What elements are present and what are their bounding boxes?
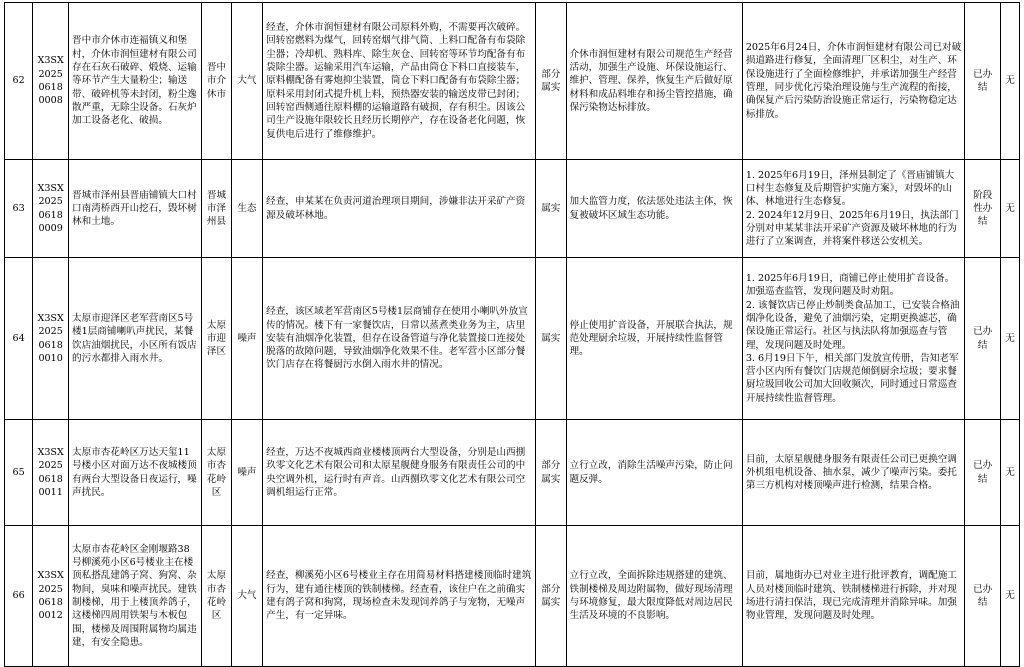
verification-result: 属实 [536, 160, 566, 258]
remark: 无 [1001, 258, 1020, 420]
row-number: 63 [5, 160, 33, 258]
verification-result: 部分属实 [536, 526, 566, 667]
table-row [5, 3, 1020, 160]
remark: 无 [1001, 160, 1020, 258]
case-code: X3SX202506180011 [33, 420, 69, 526]
rectification-progress: 目前，属地街办已对业主进行批评教育，调配施工人员对楼顶临时建筑、铁制楼梯进行拆除，并对现场进行清扫保洁，现已完成清理并消除异味。加强物业管理，发现问题及时处理。 [742, 526, 965, 667]
administrative-region: 晋城市泽州县 [202, 160, 231, 258]
row-number: 66 [5, 526, 33, 667]
remark: 无 [1001, 3, 1020, 160]
pollution-type: 噪声 [231, 420, 262, 526]
issue-description: 晋城市泽州县晋庙铺镇大口村口南湾桥西开山挖石，毁坏树林和土地。 [69, 160, 202, 258]
case-code: X3SX202506180008 [33, 3, 69, 160]
administrative-region: 太原市杏花岭区 [202, 420, 231, 526]
rectification-measures: 立行立改，全面拆除违规搭建的建筑、铁制楼梯及周边附属物，做好现场清理与环境修复，最大限度降低对周边居民生活及环境的不良影响。 [566, 526, 742, 667]
investigation-finding: 经查，介休市润恒建材有限公司原料外购，不需要再次破碎。回转窑燃料为煤气，回转窑烟气排气筒、上料口配备有布袋除尘器；冷却机、熟料库、除生灰仓、回转窑等环节均配备有布袋除尘器。运输采用汽车运输，产品由筒仓下料口直接装车，原料棚配备有雾炮抑尘装置，筒仓下料口配备有布袋除尘器；原料采用封闭式提升机上料，预热器安装的输送皮带已封闭；回转窑西侧通往原料棚的运输道路有破损，存有积尘。因该公司生产设施年限较长且经历长期停产，存在设备老化问题，恢复供电后进行了维修维护。 [263, 3, 536, 160]
rectification-measures: 立行立改，消除生活噪声污染，防止问题反弹。 [566, 420, 742, 526]
row-number: 62 [5, 3, 33, 160]
rectification-measures: 介休市润恒建材有限公司规范生产经营活动，加强生产设施、环保设施运行、维护、管理、保养，恢复生产后做好原材料和成品料堆存和扬尘管控措施，确保污染物达标排放。 [566, 3, 742, 160]
issue-description: 太原市杏花岭区万达天玺11号楼小区对面万达不夜城楼顶有两台大型设备日夜运行，噪声扰民。 [69, 420, 202, 526]
pollution-type: 大气 [231, 526, 262, 667]
pollution-type: 大气 [231, 3, 262, 160]
row-number: 65 [5, 420, 33, 526]
petition-table [4, 2, 1020, 667]
completion-status: 已办结 [965, 3, 1001, 160]
table-row [5, 160, 1020, 258]
verification-result: 部分属实 [536, 420, 566, 526]
rectification-progress: 1. 2025年6月19日，商铺已停止使用扩音设备。加强巡查监管，发现问题及时劝阻。 2. 该餐饮店已停止炒制类食品加工，已安装合格油烟净化设备，避免了油烟污染，定期更换滤芯，确保设施正常运行。社区与执法队将加强巡查与管理，发现问题及时处理。 3. 6月19日下午，相关部门发放宣传册，告知老军营小区内所有餐饮门店规范倾倒厨余垃圾；要求餐厨垃圾回收公司加大回收频次，同时通过日常巡查开展持续性监督管理。 [742, 258, 965, 420]
table-row [5, 258, 1020, 420]
issue-description: 晋中市介休市连福镇义和堡村，介休市润恒建材有限公司存在石灰石破碎、煅烧、运输等环节产生大量粉尘；输送带、破碎机等未封闭，粉尘逸散严重，无除尘设备。石灰炉加工设备老化、破损。 [69, 3, 202, 160]
completion-status: 已办结 [965, 420, 1001, 526]
remark: 无 [1001, 526, 1020, 667]
table-row [5, 420, 1020, 526]
rectification-progress: 1. 2025年6月19日，泽州县制定了《晋庙铺镇大口村生态修复及后期管护实施方案》，对毁坏的山体、林地进行生态修复。 2. 2024年12月9日、2025年6月19日，执法部门分别对申某某非法开采矿产资源及破坏林地的行为进行了立案调查，并将案件移送公安机关。 [742, 160, 965, 258]
rectification-progress: 目前，太原星舰健身服务有限责任公司已更换空调外机组电机设备、抽水泵，减少了噪声污染。委托第三方机构对楼顶噪声进行检测，结果合格。 [742, 420, 965, 526]
case-code: X3SX202506180009 [33, 160, 69, 258]
pollution-type: 生态 [231, 160, 262, 258]
verification-result: 属实 [536, 258, 566, 420]
table-row [5, 526, 1020, 667]
verification-result: 部分属实 [536, 3, 566, 160]
rectification-measures: 加大监管力度，依法惩处违法主体，恢复被破坏区域生态功能。 [566, 160, 742, 258]
case-code: X3SX202506180012 [33, 526, 69, 667]
administrative-region: 太原市杏花岭区 [202, 526, 231, 667]
issue-description: 太原市迎泽区老军营南区5号楼1层商铺喇叭声扰民，某餐饮店油烟扰民，小区所有饭店的污水都排入雨水井。 [69, 258, 202, 420]
rectification-measures: 停止使用扩音设备，开展联合执法，规范处理厨余垃圾，开展持续性监督管理。 [566, 258, 742, 420]
case-code: X3SX202506180010 [33, 258, 69, 420]
rectification-progress: 2025年6月24日，介休市润恒建材有限公司已对破损道路进行修复，全面清理厂区积尘，对生产、环保设施进行了全面检修维护，并承诺加强生产经营管理，同步优化污染治理设施与生产流程的衔接，确保复产后污染防治设施正常运行，污染物稳定达标排放。 [742, 3, 965, 160]
issue-description: 太原市杏花岭区金刚堰路38号柳溪苑小区6号楼业主在楼顶私搭乱建鸽子窝、狗窝、杂物间，臭味和噪声扰民。建铁制楼梯，用于上楼顶养鸽子，这楼梯四周用铁架与木板包围，楼梯及周围附属物均属违建，有安全隐患。 [69, 526, 202, 667]
completion-status: 已办结 [965, 526, 1001, 667]
completion-status: 阶段性办结 [965, 160, 1001, 258]
administrative-region: 太原市迎泽区 [202, 258, 231, 420]
investigation-finding: 经查，该区域老军营南区5号楼1层商铺存在使用小喇叭外放宣传的情况。楼下有一家餐饮店，日常以蒸煮类业务为主，店里安装有油烟净化装置，但存在设备管道与净化装置接口连接处脱落的故障问题，导致油烟净化效果不佳。老军营小区部分餐饮门店存在将餐厨污水倒入雨水井的情况。 [263, 258, 536, 420]
remark: 无 [1001, 420, 1020, 526]
investigation-finding: 经查，申某某在负责河道治理项目期间，涉嫌非法开采矿产资源及破坏林地。 [263, 160, 536, 258]
investigation-finding: 经查，柳溪苑小区6号楼业主存在用简易材料搭建楼顶临时建筑行为，建有通往楼顶的铁制楼梯。经查看，该住户在之前确实建有鸽子窝和狗窝，现场检查未发现饲养鸽子与宠物，无噪声产生，有一定异味。 [263, 526, 536, 667]
investigation-finding: 经查，万达不夜城西商业楼楼顶两台大型设备，分别是山西捌玖零文化艺术有限公司和太原星舰健身服务有限责任公司的中央空调外机，运行时有声音。山西捌玖零文化艺术有限公司空调机组运行正常。 [263, 420, 536, 526]
pollution-type: 噪声 [231, 258, 262, 420]
row-number: 64 [5, 258, 33, 420]
administrative-region: 晋中市介休市 [202, 3, 231, 160]
completion-status: 已办结 [965, 258, 1001, 420]
